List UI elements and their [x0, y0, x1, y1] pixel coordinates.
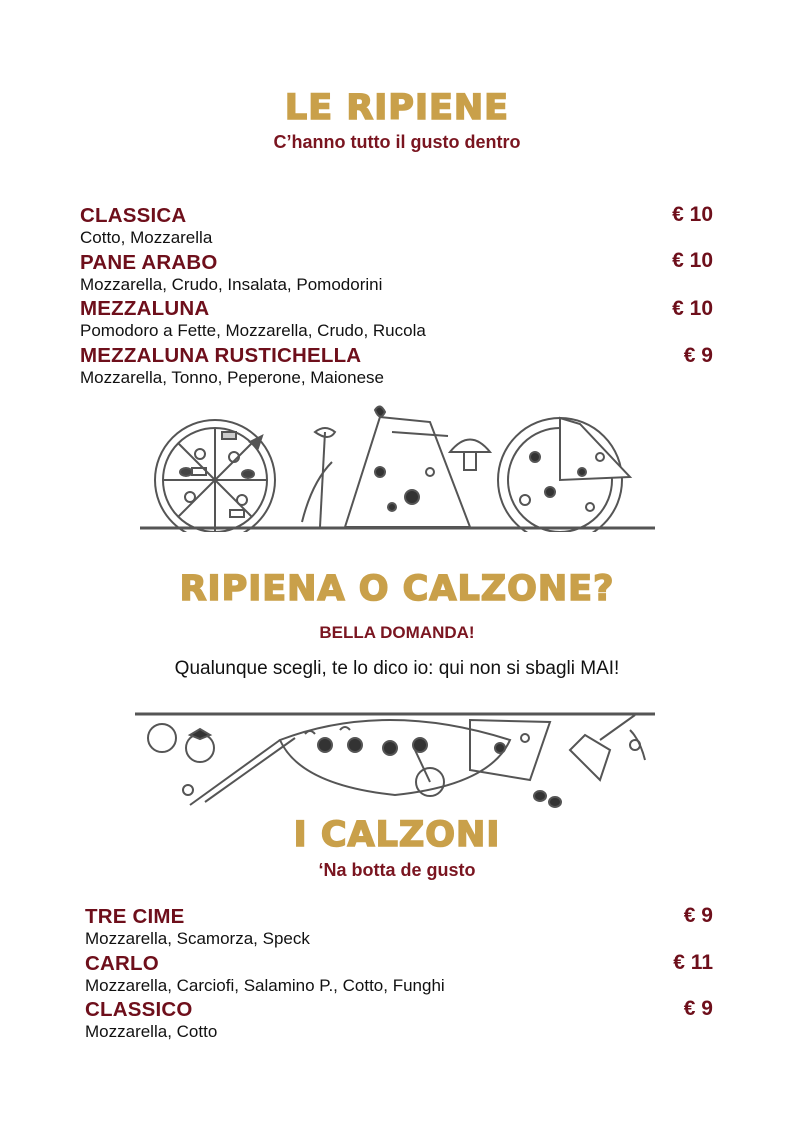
item-name: CLASSICO — [85, 998, 193, 1021]
question-text: Qualunque scegli, te lo dico io: qui non si sbagli MAI! — [174, 658, 620, 679]
item-description: Mozzarella, Cotto — [85, 1022, 218, 1041]
item-price: € 9 — [683, 997, 713, 1020]
item-description: Pomodoro a Fette, Mozzarella, Crudo, Rucola — [80, 321, 426, 340]
question-title: RIPIENA O CALZONE? — [179, 569, 615, 609]
menu-item — [80, 344, 384, 388]
ripiene-title: LE RIPIENE — [284, 88, 510, 128]
question-subtitle: BELLA DOMANDA! — [319, 623, 475, 642]
item-name: MEZZALUNA — [80, 297, 210, 320]
item-description: Mozzarella, Scamorza, Speck — [85, 929, 310, 948]
menu-item — [85, 905, 310, 949]
ripiene-subtitle: C’hanno tutto il gusto dentro — [273, 132, 521, 152]
item-description: Cotto, Mozzarella — [80, 228, 213, 247]
menu-item — [80, 297, 426, 341]
item-price: € 10 — [672, 249, 713, 272]
calzoni-subtitle: ‘Na botta de gusto — [318, 860, 476, 880]
menu-item — [85, 998, 217, 1042]
item-description: Mozzarella, Crudo, Insalata, Pomodorini — [80, 275, 383, 294]
item-price: € 9 — [683, 904, 713, 927]
item-price: € 11 — [673, 951, 713, 974]
item-name: CARLO — [85, 952, 159, 975]
menu-item — [80, 204, 212, 248]
item-name: TRE CIME — [85, 905, 185, 928]
item-name: PANE ARABO — [80, 251, 218, 274]
item-name: CLASSICA — [80, 204, 187, 227]
menu-item — [80, 251, 382, 295]
calzoni-title: I CALZONI — [293, 815, 501, 855]
item-price: € 10 — [672, 203, 713, 226]
item-name: MEZZALUNA RUSTICHELLA — [80, 344, 362, 367]
menu-item — [85, 952, 445, 996]
item-price: € 9 — [683, 344, 713, 367]
pizza-illustration — [130, 402, 660, 532]
item-description: Mozzarella, Tonno, Peperone, Maionese — [80, 368, 384, 387]
item-price: € 10 — [672, 297, 713, 320]
calzone-illustration — [130, 710, 660, 810]
item-description: Mozzarella, Carciofi, Salamino P., Cotto, Funghi — [85, 976, 445, 995]
